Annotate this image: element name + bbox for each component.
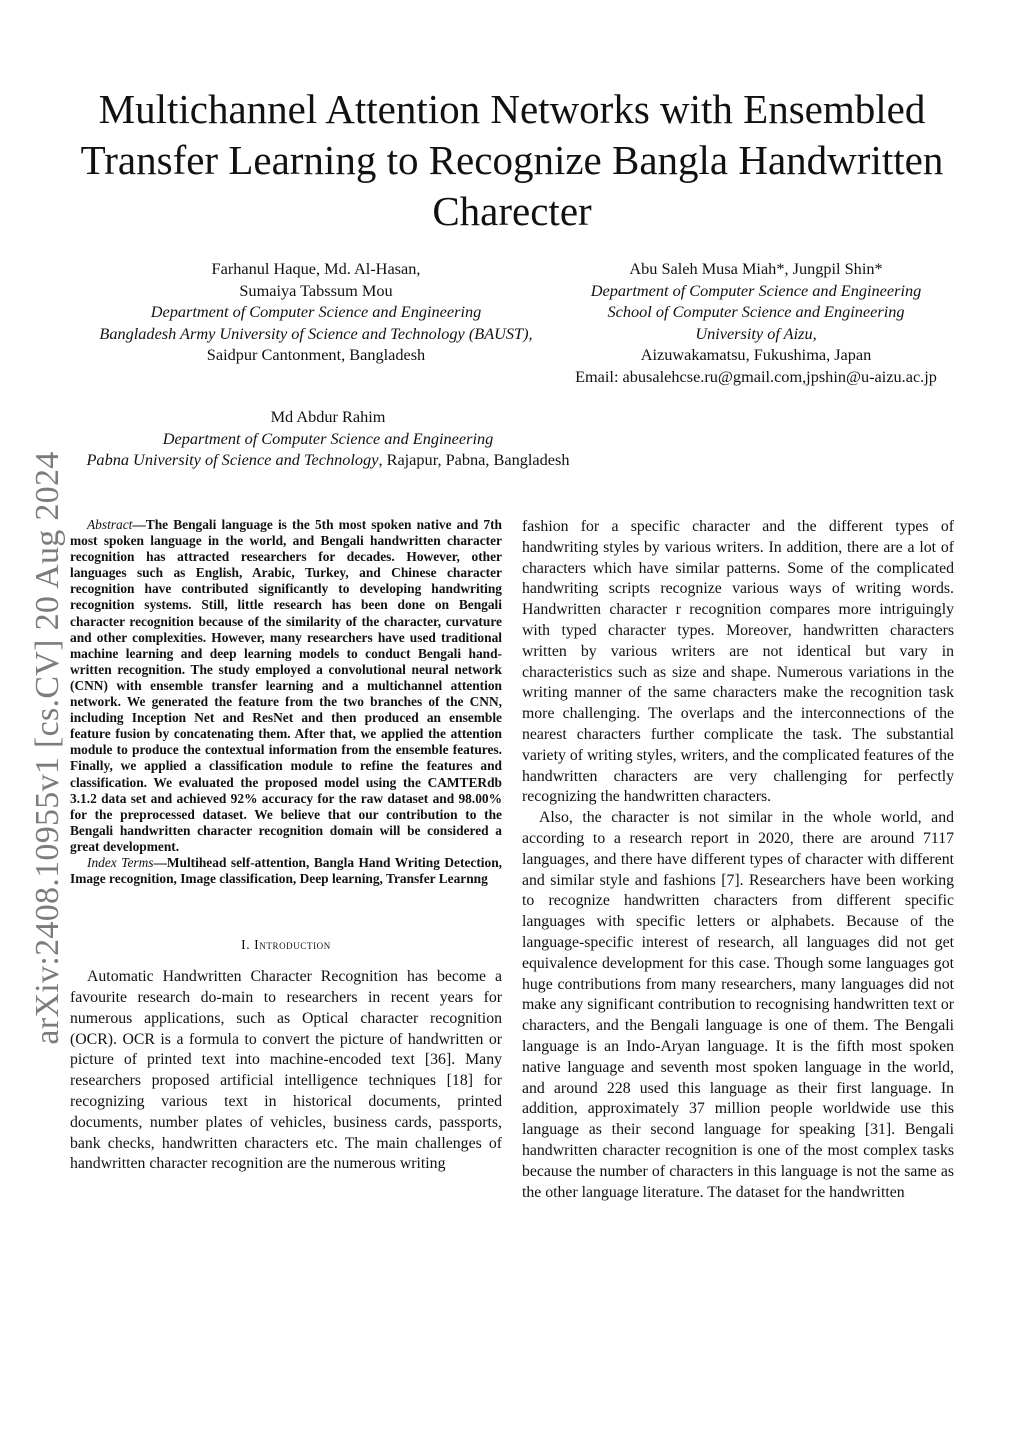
author-block-baust [66,258,566,366]
author-location: Saidpur Cantonment, Bangladesh [206,345,426,365]
author-department: Department of Computer Science and Engineering [150,302,482,322]
author-names: Farhanul Haque, Md. Al-Hasan, [211,259,421,278]
author-affiliation [58,449,598,471]
author-department: Department of Computer Science and Engineering [590,280,922,300]
author-location: Aizuwakamatsu, Fukushima, Japan [640,345,872,365]
author-school: School of Computer Science and Engineering [607,302,905,322]
section-heading-introduction [70,937,502,953]
arxiv-identifier: arXiv:2408.10955v1 [cs.CV] 20 Aug 2024 [29,451,66,1045]
abstract-label: Abstract [87,517,133,532]
author-department: Department of Computer Science and Engineering [162,428,494,448]
author-block-aizu [556,258,956,388]
author-names: Abu Saleh Musa Miah*, Jungpil Shin* [629,259,883,278]
index-terms [70,855,502,887]
author-location: , Rajapur, Pabna, Bangladesh [378,450,570,470]
intro-paragraph-1-continued: fashion for a specific character and the different types of handwriting styles by various writers. In addition, there are a lot of characters which have similar patterns. Some of the complicated handwriting scripts recognize various ways of writing words. Handwritten character r recognition compares more intriguingly with typed character types. Moreover, handwritten characters written by various writers are not identical but vary in characteristics such as size and shape. Numerous variations in the writing manner of the same characters make the recognition task more challenging. The overlaps and the interconnections of the nearest characters further complicate the task. The substantial variety of writing styles, writers, and the complicated features of the handwritten characters are very challenging for perfectly recognizing the handwritten characters. [522,518,954,806]
abstract [70,517,502,855]
intro-paragraph-1: Automatic Handwritten Character Recognition has become a favourite research do-main to researchers in recent years for numerous applications, such as Optical character recognition (OCR). OCR is a formula to convert the picture of handwritten or picture of printed text into machine-encoded text [36]. Many researchers proposed artificial intelligence techniques [18] for recognizing various text in historical documents, printed documents, number plates of vehicles, business cards, passports, bank checks, handwritten characters etc. The main challenges of handwritten character recognition are the numerous writing [70,968,502,1173]
author-university: Bangladesh Army University of Science and Technology (BAUST), [99,323,533,343]
paper-title: Multichannel Attention Networks with Ensembled Transfer Learning to Recognize Bangla Handwritten Charecter [80,86,944,234]
section-title: Introduction [254,937,331,953]
section-number: I. [241,937,251,953]
author-block-pabna [58,406,598,471]
author-email: Email: abusalehcse.ru@gmail.com,jpshin@u-aizu.ac.jp [575,366,937,386]
left-column [70,517,502,1175]
author-names: Md Abdur Rahim [270,407,386,426]
abstract-text: —The Bengali language is the 5th most spoken native and 7th most spoken language in the world, and Bengali handwritten character recognition has attracted researchers for decades. However, other languages such as English, Arabic, Turkey, and Chinese character recognition have contributed significantly to developing handwriting recognition systems. Still, little research has been done on Bengali character recognition because of the similarity of the character, curvature and other complexities. However, many researchers have used traditional machine learning and deep learning models to conduct Bengali hand-written recognition. The study employed a convolutional neural network (CNN) with ensemble transfer learning and a multichannel attention network. We generated the feature from the two branches of the CNN, including Inception Net and ResNet and then produced an ensemble feature fusion by concatenating them. After that, we applied the attention module to produce the contextual information from the ensemble features. Finally, we applied a classification module to refine the features and classification. We evaluated the proposed model using the CAMTERdb 3.1.2 data set and achieved 92% accuracy for the raw dataset and 98.00% for the preprocessed dataset. We believe that our contribution to the Bengali handwritten character recognition domain will be considered a great development. [70,517,502,854]
index-terms-label: Index Terms [87,854,154,870]
author-university: Pabna University of Science and Technology [86,450,379,470]
right-column [522,517,954,1203]
index-terms-text: —Multihead self-attention, Bangla Hand Writing Detection, Image recognition, Image classification, Deep learning, Transfer Learnng [70,854,503,887]
intro-paragraph-2: Also, the character is not similar in the whole world, and according to a research report in 2020, there are around 7117 languages, and there have different types of character with different and similar style and fashions [7]. Researchers have been working to recognize handwritten characters from different specific languages with specific letters or alphabets. Because of the language-specific interest of research, all languages did not get equivalence development for this case. Though some languages got huge contributions from many researchers, many languages did not make any significant contribution to recognising handwritten text or characters, and the Bengali language is one of them. The Bengali language is an Indo-Aryan language. It is the fifth most spoken native language and seventh most spoken language in the world, and around 228 used this language as their first language. In addition, approximately 37 million people worldwide use this language as their second language for speaking [31]. Bengali handwritten character recognition is one of the most complex tasks because the number of characters in this language is not the same as the other language literature. The dataset for the handwritten [522,809,954,1201]
author-university: University of Aizu, [695,323,817,343]
author-names: Sumaiya Tabssum Mou [239,280,393,300]
